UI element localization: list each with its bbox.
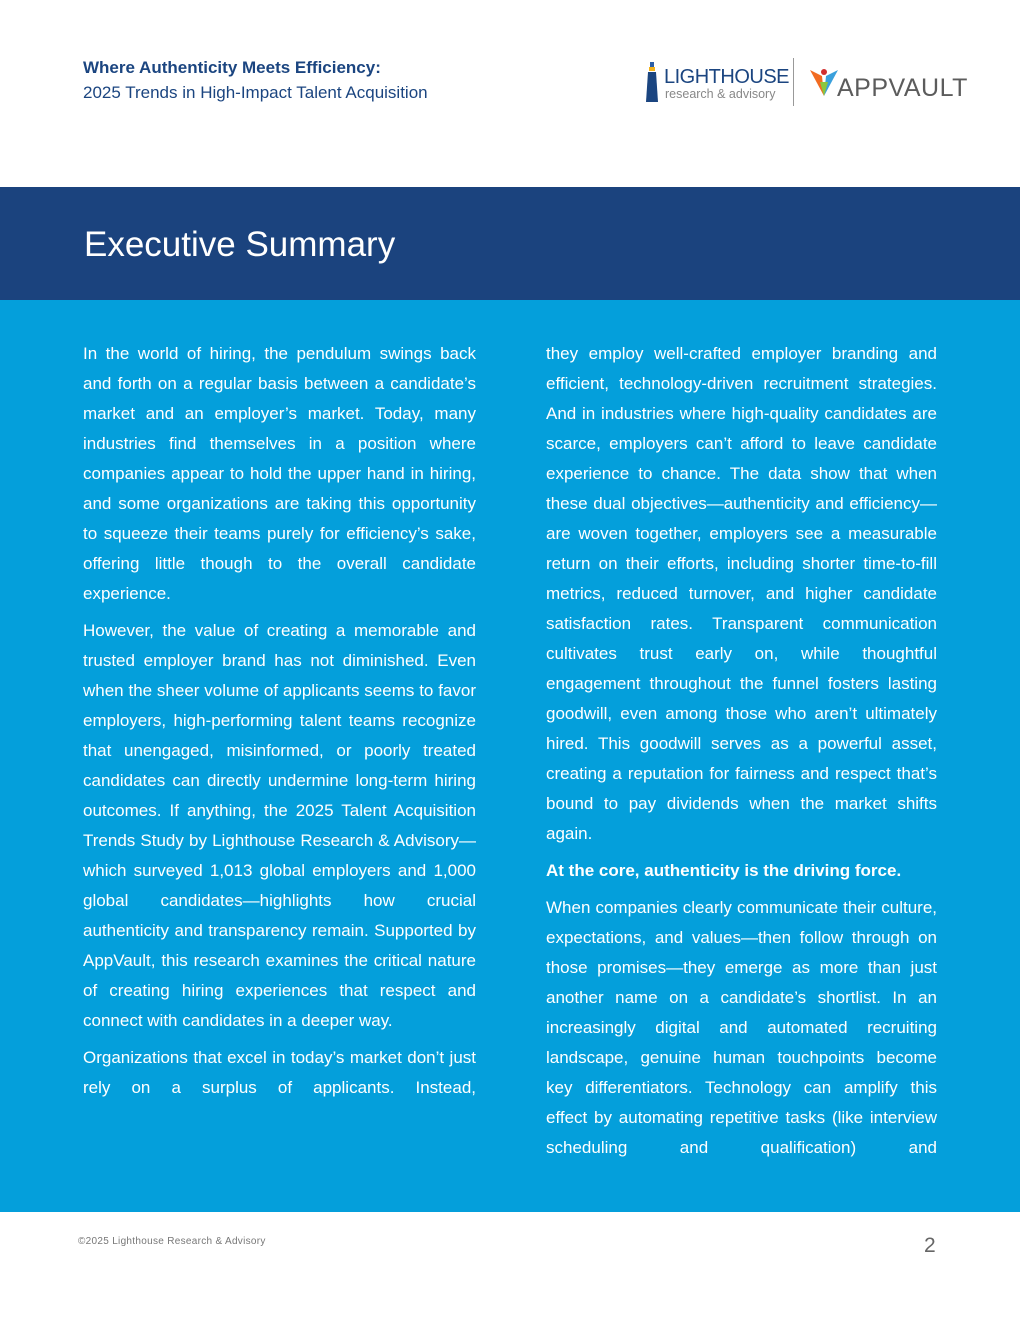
appvault-logo-name: APPVAULT [837, 74, 968, 102]
paragraph: Organizations that excel in today’s market don’t just rely on a surplus of applicants. Instead, [83, 1048, 476, 1097]
page-number: 2 [924, 1234, 936, 1257]
right-column [546, 339, 937, 1170]
footer-copyright: ©2025 Lighthouse Research & Advisory [78, 1236, 266, 1247]
lighthouse-logo-icon [645, 62, 659, 102]
report-title: Where Authenticity Meets Efficiency: [83, 58, 381, 77]
page-header [0, 0, 1020, 187]
section-title: Executive Summary [84, 225, 396, 264]
left-column [83, 339, 476, 1110]
appvault-logo-icon [810, 68, 838, 98]
section-banner [0, 187, 1020, 300]
paragraph: However, the value of creating a memorable and trusted employer brand has not diminished. Even when the sheer volume of applicants seems to favor employers, high-performing talent teams recognize that unengaged, misinformed, or poorly treated candidates can directly undermine long-term hiring outcomes. If anything, the 2025 Talent Acquisition Trends Study by Lighthouse Research & Advisory—which surveyed 1,013 global employers and 1,000 global candidates—highlights how crucial authenticity and transparency remain. Supported by AppVault, this research examines the critical nature of creating hiring experiences that respect and connect with candidates in a deeper way. [83, 621, 476, 1030]
partner-logos [645, 58, 975, 106]
logo-divider [793, 58, 794, 106]
paragraph: In the world of hiring, the pendulum swings back and forth on a regular basis between a candidate’s market and an employer’s market. Today, many industries find themselves in a position where companies appear to hold the upper hand in hiring, and some organizations are taking this opportunity to squeeze their teams purely for efficiency’s sake, offering little though to the overall candidate experience. [83, 344, 476, 603]
paragraph: When companies clearly communicate their culture, expectations, and values—then follow through on those promises—they emerge as more than just another name on a candidate’s shortlist. In an increasingly digital and automated recruiting landscape, genuine human touchpoints become key differentiators. Technology can amplify this effect by automating repetitive tasks (like interview scheduling and qualification) and [546, 898, 937, 1157]
report-subtitle: 2025 Trends in High-Impact Talent Acquisition [83, 83, 428, 102]
callout-heading: At the core, authenticity is the driving force. [546, 861, 902, 880]
lighthouse-logo-sub: research & advisory [665, 87, 776, 101]
paragraph: they employ well-crafted employer branding and efficient, technology-driven recruitment strategies. And in industries where high-quality candidates are scarce, employers can’t afford to leave candidate experience to chance. The data show that when these dual objectives—authenticity and efficiency—are woven together, employers see a measurable return on their efforts, including shorter time-to-fill metrics, reduced turnover, and higher candidate satisfaction rates. Transparent communication cultivates trust early on, while thoughtful engagement throughout the funnel fosters lasting goodwill, even among those who aren’t ultimately hired. This goodwill serves as a powerful asset, creating a reputation for fairness and respect that’s bound to pay dividends when the market shifts again. [546, 344, 937, 843]
lighthouse-logo-name: LIGHTHOUSE [664, 66, 790, 88]
summary-body [0, 300, 1020, 1212]
